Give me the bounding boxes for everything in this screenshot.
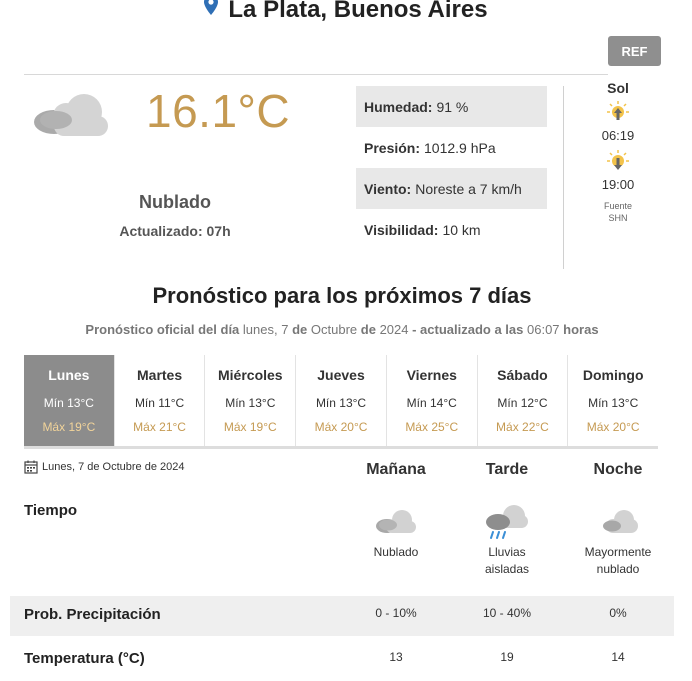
- forecast-subtitle: [0, 322, 684, 337]
- sunrise-time: 06:19: [601, 128, 635, 143]
- ref-button[interactable]: REF: [608, 36, 661, 66]
- day-name: Jueves: [317, 367, 365, 383]
- pressure-label: Presión:: [364, 139, 421, 156]
- selected-date: [24, 460, 185, 474]
- sunrise-icon: [590, 100, 646, 124]
- visibility-value: 10 km: [442, 221, 481, 238]
- pressure-row: [356, 127, 547, 168]
- column-tarde: Tarde: [485, 461, 529, 478]
- tab-sabado[interactable]: [478, 355, 569, 446]
- prob-label: Prob. Precipitación: [24, 606, 161, 623]
- updated-value: 07h: [206, 223, 231, 239]
- visibility-label: Visibilidad:: [364, 221, 439, 238]
- prob-manana: 0 - 10%: [375, 606, 417, 620]
- day-name: Martes: [137, 367, 183, 383]
- location-pin-icon: [204, 0, 218, 22]
- day-min: Mín 13°C: [43, 396, 94, 410]
- tiempo-manana: [341, 502, 451, 561]
- cloud-icon: [341, 502, 451, 542]
- column-noche: Noche: [593, 461, 643, 478]
- day-max: Máx 19°C: [42, 420, 96, 434]
- tiempo-label: Tiempo: [24, 502, 78, 519]
- day-name: Viernes: [406, 367, 457, 383]
- tab-lunes[interactable]: [24, 355, 115, 446]
- details-panel: [356, 86, 547, 250]
- forecast-title: Pronóstico para los próximos 7 días: [152, 283, 532, 308]
- day-name: Lunes: [48, 367, 90, 383]
- updated-label: Actualizado:: [119, 223, 203, 239]
- forecast-sub-year: 2024: [379, 322, 409, 337]
- source-value: SHN: [608, 213, 628, 223]
- wind-value: Noreste a 7 km/h: [415, 180, 522, 197]
- sunset-time: 19:00: [601, 177, 635, 192]
- prob-tarde: 10 - 40%: [482, 606, 532, 620]
- current-temperature: 16.1°C: [146, 85, 291, 137]
- current-condition: Nublado: [139, 192, 211, 212]
- tab-viernes[interactable]: [387, 355, 478, 446]
- temp-noche: 14: [611, 650, 625, 664]
- forecast-sub-month: Octubre: [310, 322, 358, 337]
- temp-tarde: 19: [500, 650, 514, 664]
- wind-label: Viento:: [364, 180, 412, 197]
- visibility-row: [356, 209, 547, 250]
- selected-date-text: Lunes, 7 de Octubre de 2024: [42, 461, 185, 473]
- tab-jueves[interactable]: [296, 355, 387, 446]
- day-name: Domingo: [582, 367, 644, 383]
- tiempo-text: Nublado: [373, 545, 419, 559]
- forecast-sub-updated: - actualizado a las: [412, 322, 524, 337]
- forecast-sub-prefix: Pronóstico oficial del día: [85, 322, 240, 337]
- day-min: Mín 12°C: [497, 396, 548, 410]
- rain-cloud-icon: [452, 502, 562, 542]
- pressure-value: 1012.9 hPa: [424, 139, 496, 156]
- day-min: Mín 13°C: [225, 396, 276, 410]
- day-min: Mín 14°C: [406, 396, 457, 410]
- tab-domingo[interactable]: [568, 355, 658, 446]
- tiempo-tarde: [452, 502, 562, 578]
- location-name: La Plata, Buenos Aires: [228, 0, 488, 23]
- column-manana: Mañana: [366, 461, 426, 478]
- day-tabs: [24, 355, 658, 449]
- temp-manana: 13: [389, 650, 403, 664]
- day-min: Mín 13°C: [315, 396, 367, 410]
- cloud-icon: [32, 90, 112, 145]
- temp-label: Temperatura (°C): [24, 650, 145, 667]
- tiempo-text: Lluvias aisladas: [484, 545, 530, 576]
- day-name: Miércoles: [218, 367, 283, 383]
- day-max: Máx 21°C: [133, 420, 186, 434]
- forecast-sub-time: 06:07: [527, 322, 560, 337]
- day-min: Mín 13°C: [588, 396, 639, 410]
- sun-label: Sol: [607, 80, 629, 96]
- sunset-icon: [590, 149, 646, 173]
- tab-miercoles[interactable]: [205, 355, 296, 446]
- sun-panel: [590, 80, 646, 224]
- humidity-value: 91 %: [436, 98, 469, 115]
- forecast-sub-day: lunes, 7: [242, 322, 289, 337]
- day-max: Máx 20°C: [586, 420, 640, 434]
- updated-time: [100, 223, 250, 239]
- forecast-sub-de: de: [292, 322, 308, 337]
- tiempo-text: Mayormente nublado: [584, 545, 652, 576]
- forecast-sub-hours: horas: [563, 322, 599, 337]
- day-name: Sábado: [497, 367, 548, 383]
- humidity-row: [356, 86, 547, 127]
- prob-noche: 0%: [609, 606, 627, 620]
- forecast-sub-de: de: [360, 322, 376, 337]
- divider: [563, 86, 564, 269]
- location-title: [0, 0, 692, 25]
- tab-martes[interactable]: [115, 355, 206, 446]
- day-min: Mín 11°C: [134, 396, 185, 410]
- day-max: Máx 20°C: [314, 420, 368, 434]
- cloud-icon: [563, 502, 673, 542]
- source-label: Fuente: [603, 201, 633, 211]
- divider: [24, 74, 608, 75]
- day-max: Máx 25°C: [405, 420, 459, 434]
- humidity-label: Humedad:: [364, 98, 433, 115]
- day-max: Máx 22°C: [496, 420, 549, 434]
- calendar-icon: [24, 460, 38, 474]
- tiempo-noche: [563, 502, 673, 578]
- day-max: Máx 19°C: [223, 420, 277, 434]
- wind-row: [356, 168, 547, 209]
